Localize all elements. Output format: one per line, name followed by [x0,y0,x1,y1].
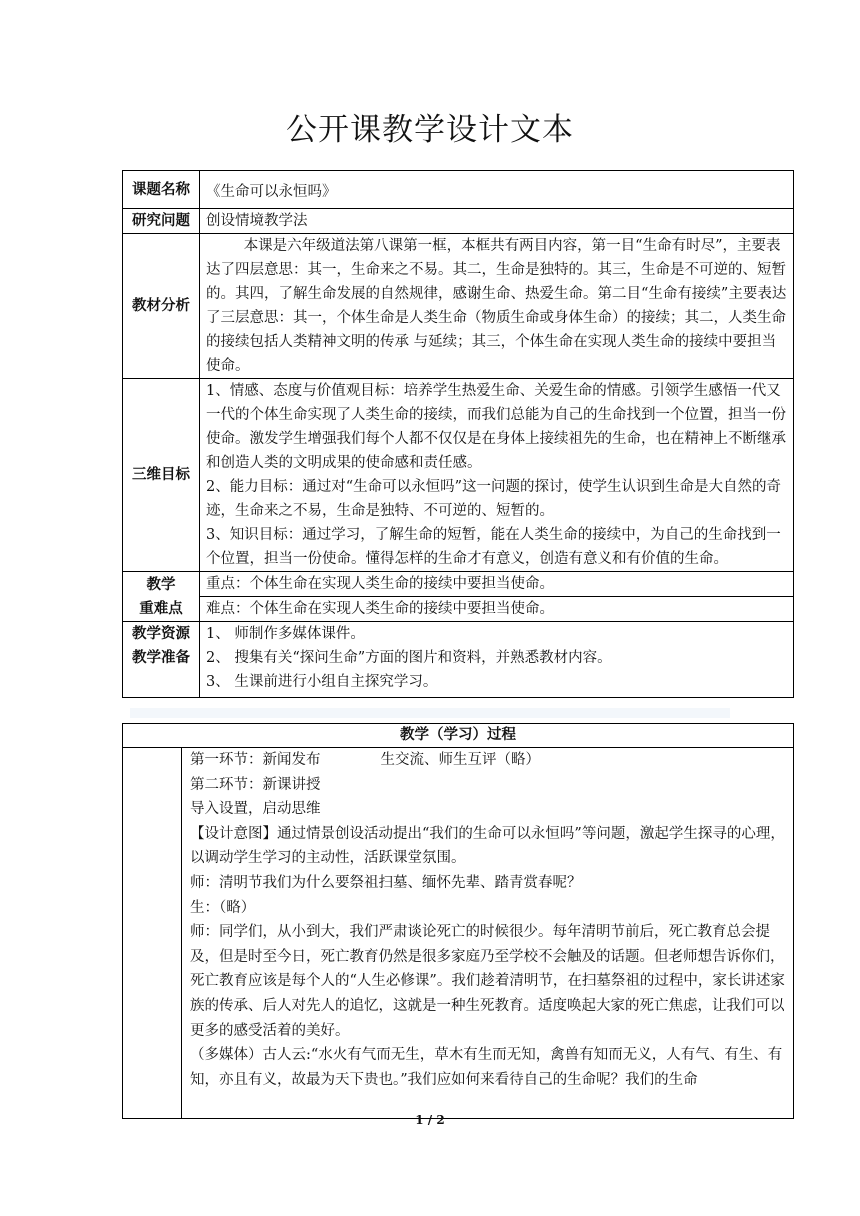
value-lesson-name: 《生命可以永恒吗》 [200,171,794,209]
value-resources [200,622,794,698]
resource-item: 2、 搜集有关“探问生命”方面的图片和资料，并熟悉教材内容。 [206,650,612,666]
document-title: 公开课教学设计文本 [286,112,574,148]
resource-item: 3、 生课前进行小组自主探究学习。 [206,674,438,690]
label-resources [123,622,200,698]
analysis-paragraph: 本课是六年级道法第八课第一框，本框共有两目内容，第一目“生命有时尽”，主要表达了四层意思：其一，生命来之不易。其二，生命是独特的。其三，生命是不可逆的、短暂的。其四，了解生命发展的自然规律，感谢生命、热爱生命。第二目“生命有接续”主要表达了三层意思：其一，个体生命是人类生命（物质生命或身体生命）的接续；其二，人类生命的接续包括人类精神文明的传承 与延续；其三，个体生命在实现人类生命的接续中要担当使命。 [206,238,787,374]
label-three-goals: 三维目标 [123,379,200,572]
label-research-question: 研究问题 [123,209,200,234]
label-textbook-analysis: 教材分析 [123,234,200,379]
value-textbook-analysis [200,234,794,379]
step-one-line [190,748,787,773]
resource-item: 1、 师制作多媒体课件。 [206,626,365,642]
row-resources [123,622,794,698]
label-key-points-line1: 教学 [146,576,176,593]
row-research-question [123,209,794,234]
step-two-line: 第二环节：新课讲授 [190,776,321,793]
process-paragraph: 师：同学们，从小到大，我们严肃谈论死亡的时候很少。每年清明节前后，死亡教育总会提及，但是时至今日，死亡教育仍然是很多家庭乃至学校不会触及的话题。但老师想告诉你们，死亡教育应该是每个人的“人生必修课”。我们趁着清明节，在扫墓祭祖的过程中，家长讲述家族的传承、后人对先人的追忆，这就是一种生死教育。适度唤起大家的死亡焦虑，让我们可以更多的感受活着的美好。 [190,924,785,1039]
value-difficulty: 难点：个体生命在实现人类生命的接续中要担当使命。 [200,597,794,622]
goal-item: 2、能力目标：通过对“生命可以永恒吗”这一问题的探讨，使学生认识到生命是大自然的奇迹，生命来之不易，生命是独特、不可逆的、短暂的。 [206,479,782,519]
design-intent [190,822,787,871]
label-key-points [123,572,200,622]
label-lesson-name: 课题名称 [123,171,200,209]
process-left-cell [123,748,182,1119]
teaching-process-table [122,723,794,1119]
step-one-title: 第一环节：新闻发布 [190,752,321,768]
row-difficulty [123,597,794,622]
label-key-points-line2: 重难点 [139,600,183,617]
row-lesson-name [123,171,794,209]
goal-item: 3、知识目标：通过学习，了解生命的短暂，能在人类生命的接续中，为自己的生命找到一个位置，担当一份使命。懂得怎样的生命才有意义，创造有意义和有价值的生命。 [206,527,781,567]
separator-band [130,708,730,718]
goal-item: 1、情感、态度与价值观目标：培养学生热爱生命、关爱生命的情感。引领学生感悟一代又一代的个体生命实现了人类生命的接续，而我们总能为自己的生命找到一个位置，担当一份使命。激发学生增强我们每个人都不仅仅是在身体上接续祖先的生命，也在精神上不断继承和创造人类的文明成果的使命感和责任感。 [206,383,786,471]
value-research-question: 创设情境教学法 [200,209,794,234]
label-resources-line2: 教学准备 [132,650,190,666]
design-intent-tag: 【设计意图】 [190,825,277,842]
row-process-header [123,724,794,748]
design-intent-text: 通过情景创设活动提出“我们的生命可以永恒吗”等问题，激起学生探寻的心理，以调动学生学习的主动性，活跃课堂氛围。 [190,825,785,867]
row-process-body [123,748,794,1119]
row-textbook-analysis [123,234,794,379]
label-resources-line1: 教学资源 [132,626,190,642]
page-number: 1 / 2 [415,1113,445,1127]
row-key-points [123,572,794,597]
process-paragraph: 生：（略） [190,899,256,916]
value-three-goals [200,379,794,572]
row-three-goals [123,379,794,572]
process-paragraph: （多媒体）古人云:“水火有气而无生，草木有生而无知，禽兽有知而无义，人有气、有生、有知，亦且有义，故最为天下贵也。”我们应如何来看待自己的生命呢？我们的生命 [190,1047,783,1088]
value-focus: 重点：个体生命在实现人类生命的接续中要担当使命。 [200,572,794,597]
process-content [182,748,794,1119]
process-header: 教学（学习）过程 [123,724,794,748]
step-one-detail: 生交流、师生互评（略） [380,752,540,768]
process-paragraph: 师：清明节我们为什么要祭祖扫墓、缅怀先辈、踏青赏春呢？ [190,874,582,891]
intro-line: 导入设置，启动思维 [190,801,321,818]
lesson-info-table [122,170,794,698]
